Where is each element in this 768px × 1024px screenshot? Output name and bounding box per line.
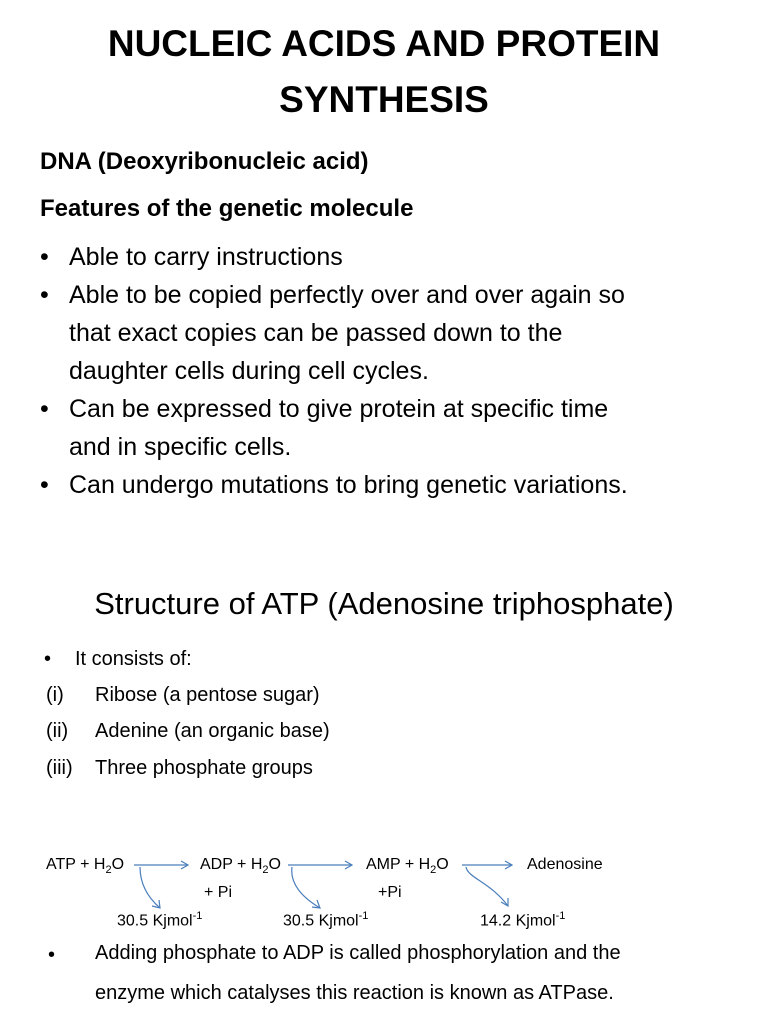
- part-number: (iii): [46, 757, 73, 779]
- consists-label: It consists of:: [75, 648, 192, 670]
- bullet-icon: •: [48, 944, 56, 966]
- reaction-pi-1: + Pi: [204, 884, 233, 901]
- bullet-icon: •: [40, 471, 49, 499]
- bullet-icon: •: [40, 395, 49, 423]
- reaction-adenosine: Adenosine: [527, 856, 603, 873]
- feature-line: Can be expressed to give protein at specific time: [69, 395, 609, 423]
- page-title-line-1: NUCLEIC ACIDS AND PROTEIN: [107, 23, 661, 64]
- atp-heading: Structure of ATP (Adenosine triphosphate): [94, 586, 674, 621]
- part-text: Ribose (a pentose sugar): [95, 684, 320, 706]
- feature-line: Can undergo mutations to bring genetic variations.: [69, 471, 628, 499]
- part-text: Three phosphate groups: [95, 757, 313, 779]
- dna-heading: DNA (Deoxyribonucleic acid): [40, 148, 369, 175]
- page-title-line-2: SYNTHESIS: [279, 79, 489, 120]
- feature-line: Able to carry instructions: [69, 243, 343, 271]
- final-note-line-1: Adding phosphate to ADP is called phosphorylation and the: [95, 942, 621, 964]
- reaction-amp: AMP + $H_2O$: [366, 856, 449, 877]
- features-heading: Features of the genetic molecule: [40, 195, 414, 222]
- feature-line: Able to be copied perfectly over and over again so: [69, 281, 625, 309]
- bullet-icon: •: [40, 243, 49, 271]
- curved-arrow-icon: [140, 867, 160, 908]
- final-note-line-2: enzyme which catalyses this reaction is known as ATPase.: [95, 982, 614, 1004]
- reaction-energy-2: 30.5 Kjmol$^{-1}$: [283, 910, 369, 930]
- reaction-adp: ADP + $H_2O$: [200, 856, 281, 877]
- bullet-icon: •: [44, 648, 52, 670]
- feature-line: and in specific cells.: [69, 433, 292, 461]
- feature-line: that exact copies can be passed down to the: [69, 319, 563, 347]
- bullet-icon: •: [40, 281, 49, 309]
- part-number: (i): [46, 684, 64, 706]
- curved-arrow-icon: [466, 867, 508, 906]
- feature-line: daughter cells during cell cycles.: [69, 357, 429, 385]
- reaction-atp: ATP + $H_2O$: [46, 856, 125, 877]
- reaction-energy-3: 14.2 Kjmol$^{-1}$: [480, 910, 566, 930]
- curved-arrow-icon: [292, 867, 320, 908]
- reaction-pi-2: +Pi: [378, 884, 402, 901]
- reaction-energy-1: 30.5 Kjmol$^{-1}$: [117, 910, 203, 930]
- part-text: Adenine (an organic base): [95, 720, 330, 742]
- part-number: (ii): [46, 720, 69, 742]
